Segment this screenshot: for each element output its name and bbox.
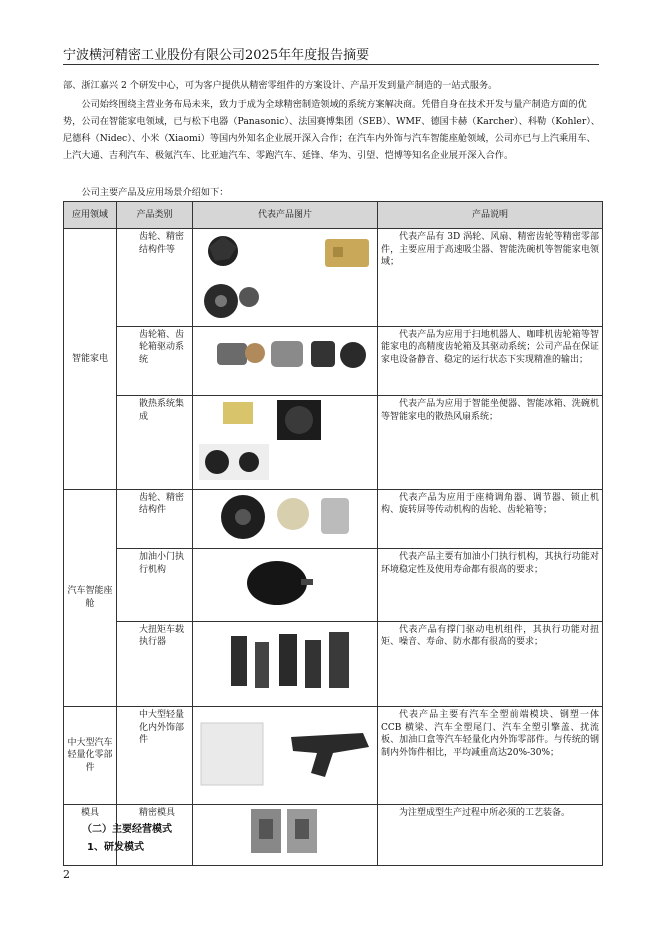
- paragraph-rd-centers: 部、浙江嘉兴 2 个研发中心，可为客户提供从精密零组件的方案设计、产品开发到量产制造的一站式服务。: [63, 80, 498, 91]
- product-images-cell: [193, 489, 378, 549]
- product-images-cell: [193, 326, 378, 396]
- category-cell: 中大型轻量化内外饰部件: [117, 707, 193, 805]
- description-cell: 代表产品为应用于扫地机器人、咖啡机齿轮箱等智能家电的高精度齿轮箱及其驱动系统；公司产品在保证家电设备静音、稳定的运行状态下实现精准的输出；: [378, 326, 603, 396]
- product-images-cell: [193, 707, 378, 805]
- product-photo-gearboxes: [193, 327, 378, 391]
- description-cell: 代表产品有撑门驱动电机组件，其执行功能对扭矩、噪音、寿命、防水都有很高的要求；: [378, 621, 603, 707]
- description-cell: 代表产品为应用于座椅调角器、调节器、锁止机构、旋转屏等传动机构的齿轮、齿轮箱等；: [378, 489, 603, 549]
- product-photo-precision-mold: [193, 805, 378, 861]
- category-cell: 散热系统集成: [117, 396, 193, 490]
- domain-smart-cockpit: 汽车智能座舱: [64, 489, 117, 707]
- header-domain: 应用领域: [64, 202, 117, 229]
- table-row: [64, 549, 603, 622]
- description-cell: 代表产品主要有加油小门执行机构，其执行功能对环境稳定性及使用寿命都有很高的要求；: [378, 549, 603, 622]
- product-photo-fans: [193, 396, 378, 484]
- section-heading: （二）主要经营模式: [82, 824, 172, 835]
- table-row: [64, 396, 603, 490]
- category-cell: 齿轮、精密结构件: [117, 489, 193, 549]
- product-photo-turbines: [193, 229, 378, 321]
- header-divider: [63, 64, 599, 65]
- description-cell: 为注塑成型生产过程中所必须的工艺装备。: [378, 804, 603, 866]
- paragraph-business-overview: 公司始终围绕主营业务布局未来，致力于成为全球精密制造领域的系统方案解决商。凭借自身在技术开发与量产制造方面的优势，公司在智能家电领域，已与松下电器（Panasonic）、法国赛博集团（SEB）、WMF、德国卡赫（Karcher）、科勒（Kohler）、尼德科（Nidec）、小米（Xiaomi）等国内外知名企业展开深入合作；在汽车内外饰与汽车智能座舱领域，公司亦已与上汽乘用车、上汽大通、吉利汽车、极氪汽车、比亚迪汽车、零跑汽车、延锋、华为、引望、恺博等知名企业展开深入合作。: [63, 99, 600, 161]
- domain-molds: 模具: [64, 804, 117, 866]
- product-photo-fuel-door-actuator: [193, 549, 378, 616]
- category-cell: 精密模具: [117, 804, 193, 866]
- header-description: 产品说明: [378, 202, 603, 229]
- product-photo-lightweight-parts: [193, 707, 378, 799]
- table-row: [64, 326, 603, 396]
- product-photo-gears: [193, 490, 378, 544]
- page-number: 2: [63, 868, 70, 881]
- table-row: [64, 621, 603, 707]
- category-cell: 加油小门执行机构: [117, 549, 193, 622]
- header-images: 代表产品图片: [193, 202, 378, 229]
- products-table: [63, 201, 603, 866]
- domain-home-appliances: 智能家电: [64, 229, 117, 490]
- domain-lightweight-parts: 中大型汽车轻量化零部件: [64, 707, 117, 805]
- table-row: [64, 229, 603, 327]
- product-images-cell: [193, 804, 378, 866]
- header-category: 产品类别: [117, 202, 193, 229]
- description-cell: 代表产品有 3D 涡轮、风扇、精密齿轮等精密零部件，主要应用于高速吸尘器、智能洗碗机等智能家电领域；: [378, 229, 603, 327]
- description-cell: 代表产品为应用于智能坐便器、智能冰箱、洗碗机等智能家电的散热风扇系统；: [378, 396, 603, 490]
- table-row: [64, 707, 603, 805]
- subsection-heading: 1、研发模式: [87, 842, 144, 853]
- category-cell: 大扭矩车载执行器: [117, 621, 193, 707]
- product-images-cell: [193, 621, 378, 707]
- table-row: [64, 489, 603, 549]
- report-header: 宁波横河精密工业股份有限公司2025年年度报告摘要: [63, 48, 370, 63]
- product-images-cell: [193, 229, 378, 327]
- category-cell: 齿轮箱、齿轮箱驱动系统: [117, 326, 193, 396]
- product-photo-torque-actuators: [193, 622, 378, 702]
- description-cell: 代表产品主要有汽车全塑前端模块、钢塑一体 CCB 横梁、汽车全塑尾门、汽车全塑引擎盖、扰流板、加油口盒等汽车轻量化内外饰零部件。与传统的钢制内外饰件相比，平均减重高达20%-30%；: [378, 707, 603, 805]
- product-images-cell: [193, 549, 378, 622]
- category-cell: 齿轮、精密结构件等: [117, 229, 193, 327]
- product-images-cell: [193, 396, 378, 490]
- paragraph-products-intro: 公司主要产品及应用场景介绍如下：: [81, 187, 229, 198]
- table-header-row: [64, 202, 603, 229]
